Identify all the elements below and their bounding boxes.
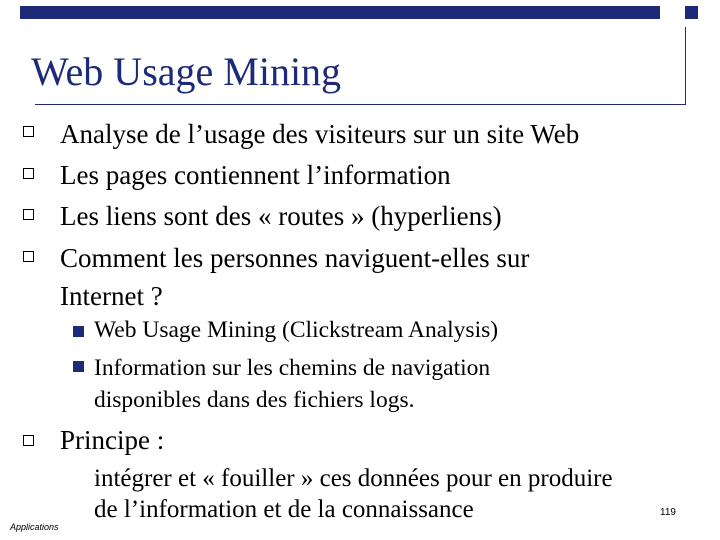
footer-label: Applications: [10, 522, 59, 532]
sub-bullet-text: Information sur les chemins de navigation: [94, 355, 491, 381]
bullet-text: Comment les personnes naviguent-elles sur: [60, 243, 530, 273]
hollow-square-bullet-icon: [23, 126, 34, 137]
principe-body: [94, 463, 613, 525]
sub-bullet-text: Web Usage Mining (Clickstream Analysis): [94, 317, 499, 343]
page-number: 119: [660, 507, 676, 518]
principe-heading: Principe :: [60, 425, 165, 455]
principe-line: intégrer et « fouiller » ces données pour en produire: [94, 465, 613, 492]
bullet-text: Les liens sont des « routes » (hyperliens): [60, 201, 502, 231]
corner-decorative-box: [685, 6, 698, 19]
hollow-square-bullet-icon: [23, 168, 34, 179]
filled-square-bullet-icon: [73, 326, 84, 337]
top-decorative-bar: [20, 6, 660, 19]
bullet-text-continuation: Internet ?: [60, 281, 163, 311]
hollow-square-bullet-icon: [23, 435, 34, 446]
hollow-square-bullet-icon: [23, 251, 34, 262]
bullet-text: Analyse de l’usage des visiteurs sur un site Web: [60, 119, 580, 149]
title-underline: [35, 104, 685, 105]
filled-square-bullet-icon: [73, 361, 84, 372]
slide-title: Web Usage Mining: [31, 49, 342, 94]
sub-bullet-text-continuation: disponibles dans des fichiers logs.: [94, 387, 415, 413]
hollow-square-bullet-icon: [23, 209, 34, 220]
bullet-text: Les pages contiennent l’information: [60, 160, 451, 190]
side-decorative-line: [685, 27, 686, 105]
principe-line: de l’information et de la connaissance: [94, 496, 474, 523]
